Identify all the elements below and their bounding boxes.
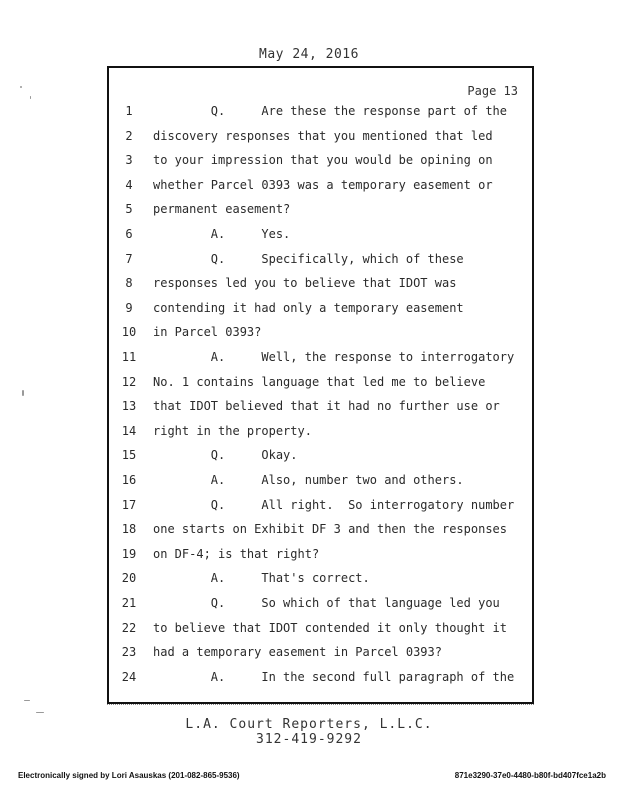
line-number: 6 [125, 227, 133, 241]
line-text: to believe that IDOT contended it only thought it [153, 620, 508, 635]
line-text: that IDOT believed that it had no further use or [153, 399, 500, 414]
line-number: 18 [121, 522, 137, 537]
frame-bottom-edge [107, 704, 534, 708]
line-text: Q. All right. So interrogatory number [153, 497, 515, 512]
line-number: 23 [121, 645, 137, 660]
line-text: discovery responses that you mentioned that led [153, 128, 493, 143]
line-number: 20 [121, 571, 137, 586]
line-text: one starts on Exhibit DF 3 and then the responses [153, 522, 508, 537]
scan-speck [36, 712, 44, 713]
line-text: right in the property. [153, 423, 312, 438]
scan-speck [24, 700, 30, 701]
line-text: to your impression that you would be opining on [153, 153, 493, 168]
transcript-frame [107, 66, 534, 704]
line-text: A. Also, number two and others. [153, 473, 464, 487]
court-reporter-phone: 312-419-9292 [256, 732, 362, 747]
line-number: 19 [121, 546, 137, 561]
line-text: A. Yes. [153, 227, 291, 241]
page-date: May 24, 2016 [259, 47, 359, 62]
line-number: 10 [121, 325, 137, 340]
line-number: 3 [125, 153, 133, 168]
line-text: Q. Specifically, which of these [153, 251, 464, 266]
scan-speck [22, 390, 24, 396]
court-reporter-name: L.A. Court Reporters, L.L.C. [185, 717, 433, 732]
line-number: 14 [121, 423, 137, 438]
line-text: Q. Okay. [153, 448, 298, 463]
line-number: 1 [125, 104, 133, 118]
line-number: 22 [121, 620, 137, 635]
line-number: 5 [125, 202, 133, 217]
line-number: 8 [125, 276, 133, 291]
line-number: 13 [121, 399, 137, 414]
line-number: 7 [125, 251, 133, 266]
line-text: permanent easement? [153, 202, 291, 217]
scan-speck [20, 86, 22, 88]
line-number: 2 [125, 128, 133, 143]
line-text: Q. Are these the response part of the [153, 104, 508, 118]
electronic-signature-note: Electronically signed by Lori Asauskas (201-082-865-9536) [18, 771, 240, 780]
line-number: 17 [121, 497, 137, 512]
line-number: 16 [121, 473, 137, 487]
line-text: A. In the second full paragraph of the [153, 669, 515, 684]
document-id: 871e3290-37e0-4480-b80f-bd407fce1a2b [454, 771, 606, 780]
line-text: contending it had only a temporary easement [153, 300, 464, 315]
line-number: 4 [125, 177, 133, 192]
line-text: No. 1 contains language that led me to believe [153, 374, 486, 389]
line-number: 9 [125, 300, 133, 315]
line-text: had a temporary easement in Parcel 0393? [153, 645, 442, 660]
line-text: on DF-4; is that right? [153, 546, 320, 561]
line-text: responses led you to believe that IDOT was [153, 276, 457, 291]
line-number: 24 [121, 669, 137, 684]
page-number: Page 13 [467, 84, 518, 98]
scan-speck [30, 96, 31, 99]
line-number: 12 [121, 374, 137, 389]
line-text: A. Well, the response to interrogatory [153, 350, 515, 364]
line-number: 15 [121, 448, 137, 463]
line-number: 11 [121, 350, 137, 364]
line-text: Q. So which of that language led you [153, 596, 500, 610]
line-text: in Parcel 0393? [153, 325, 262, 340]
line-number: 21 [121, 596, 137, 610]
line-text: A. That's correct. [153, 571, 370, 586]
line-text: whether Parcel 0393 was a temporary easement or [153, 177, 493, 192]
